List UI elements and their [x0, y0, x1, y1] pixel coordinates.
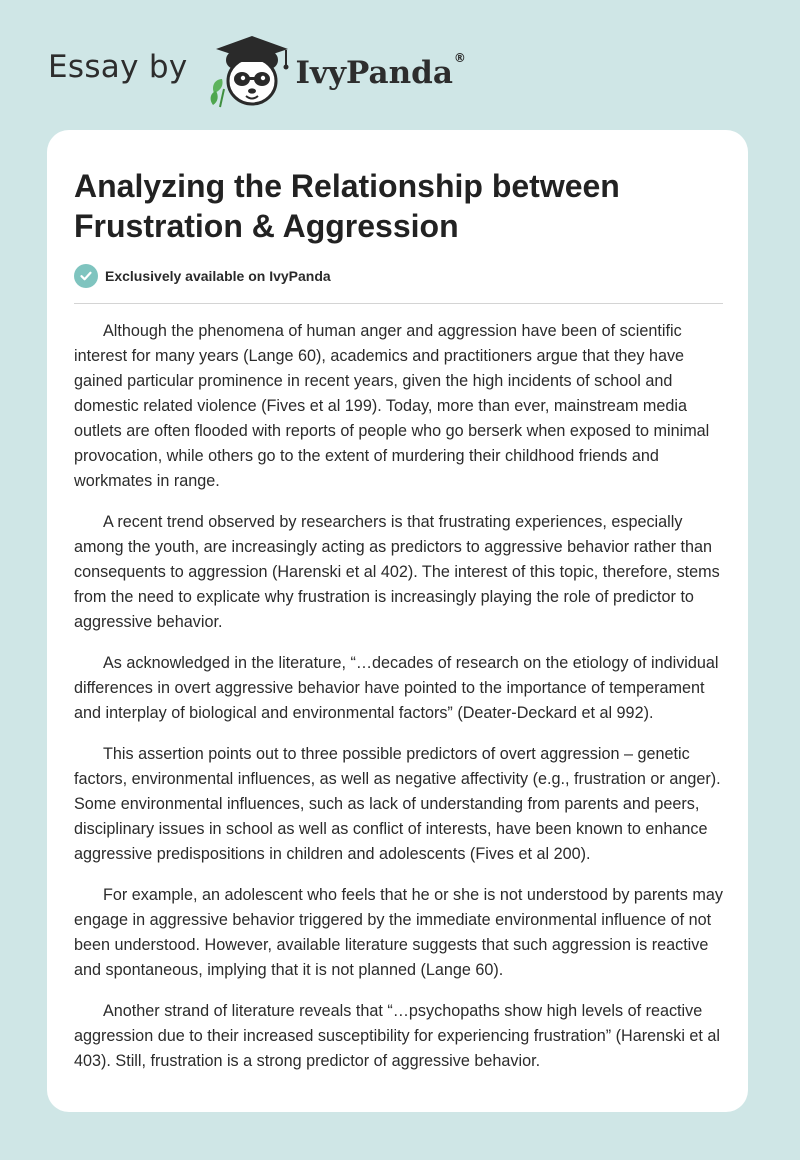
exclusive-badge-text: Exclusively available on IvyPanda: [105, 268, 331, 284]
brand-name: IvyPanda®: [295, 51, 466, 91]
essay-paragraph: A recent trend observed by researchers is that frustrating experiences, especially among the youth, are increasingly acting as predictors to aggressive behavior rather than consequents to aggression (Harenski et al 402). The interest of this topic, therefore, stems from the need to explicate why frustration is increasingly playing the role of predictor to aggressive behavior.: [74, 513, 720, 631]
brand-header: [48, 28, 466, 112]
essay-card: [47, 130, 748, 1112]
check-circle-icon: [74, 264, 98, 288]
title-divider: [74, 303, 723, 304]
brand-prefix: Essay by: [48, 49, 188, 85]
essay-body: [74, 319, 726, 1090]
essay-paragraph: As acknowledged in the literature, “…decades of research on the etiology of individual differences in overt aggressive behavior have pointed to the importance of temperament and interplay of biological and environmental factors” (Deater-Deckard et al 992).: [74, 654, 719, 722]
registered-mark: ®: [453, 51, 466, 65]
essay-paragraph: For example, an adolescent who feels that he or she is not understood by parents may engage in aggressive behavior triggered by the immediate environmental influence of not been understood. However, available literature suggests that such aggression is reactive and spontaneous, implying that it is not planned (Lange 60).: [74, 886, 723, 979]
essay-paragraph: Although the phenomena of human anger and aggression have been of scientific interest for many years (Lange 60), academics and practitioners argue that they have gained particular prominence in recent years, given the high incidents of school and domestic related violence (Fives et al 199). Today, more than ever, mainstream media outlets are often flooded with reports of people who go berserk when exposed to minimal provocation, while others go to the extent of murdering their childhood friends and workmates in range.: [74, 322, 710, 490]
essay-paragraph: Another strand of literature reveals that “…psychopaths show high levels of reactive aggression due to their increased susceptibility for experiencing frustration” (Harenski et al 403). Still, frustration is a strong predictor of aggressive behavior.: [74, 1002, 721, 1070]
exclusive-badge: [74, 263, 331, 289]
essay-title: Analyzing the Relationship between Frustration & Aggression: [74, 168, 620, 244]
essay-paragraph: This assertion points out to three possible predictors of overt aggression – genetic factors, environmental influences, as well as negative affectivity (e.g., frustration or anger). Some environmental influences, such as lack of understanding from parents and peers, disciplinary issues in school as well as conflict of interests, have been known to enhance aggressive predispositions in children and adolescents (Fives et al 200).: [74, 745, 721, 863]
panda-logo-icon: [202, 29, 294, 111]
check-mark-icon: [79, 269, 93, 283]
